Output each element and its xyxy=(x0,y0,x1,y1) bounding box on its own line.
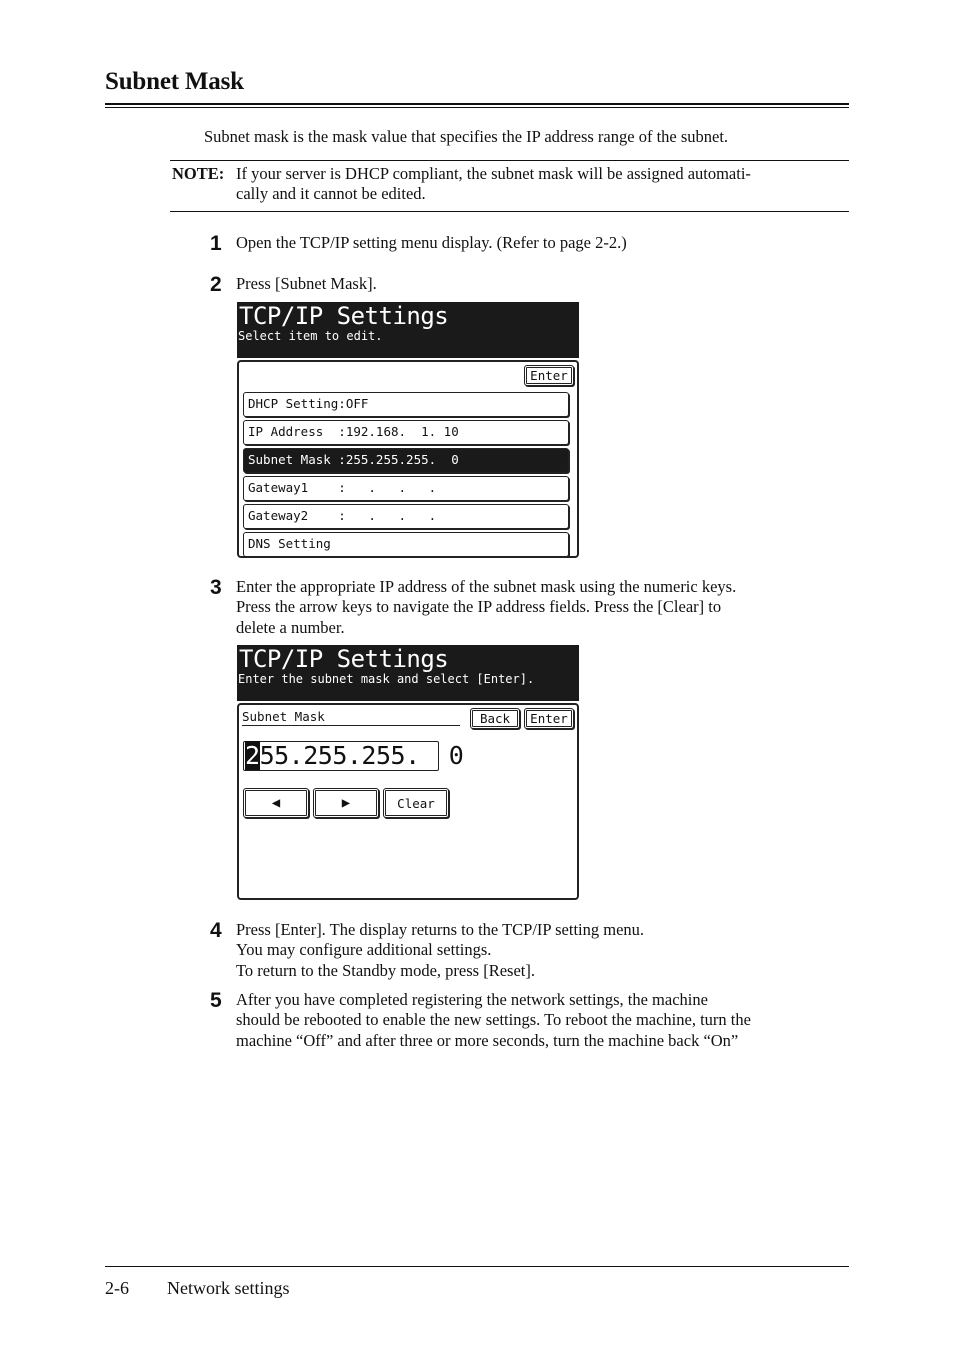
step-text xyxy=(236,990,846,1051)
step-line: Press the arrow keys to navigate the IP address fields. Press the [Clear] to xyxy=(236,597,722,617)
menu-item-subnet-mask[interactable]: Subnet Mask :255.255.255. 0 xyxy=(243,448,569,473)
section-title: Subnet Mask xyxy=(105,68,244,95)
screen-title: TCP/IP Settings xyxy=(239,645,449,673)
step-text xyxy=(236,274,846,294)
tcpip-menu-screen xyxy=(237,302,579,558)
step-number: 2 xyxy=(210,273,222,296)
step-text xyxy=(236,233,846,253)
note-rule-top xyxy=(170,160,849,161)
step-line: should be rebooted to enable the new settings. To reboot the machine, turn the xyxy=(236,1010,751,1030)
input-value: 55.255.255. 0 xyxy=(259,741,464,770)
footer-section-name: Network settings xyxy=(167,1278,290,1298)
step-line: Open the TCP/IP setting menu display. (Refer to page 2-2.) xyxy=(236,233,627,252)
screen-header xyxy=(237,302,579,358)
enter-button[interactable]: Enter xyxy=(524,365,574,386)
step-line: delete a number. xyxy=(236,617,345,637)
step-number: 3 xyxy=(210,576,222,599)
screen-subtitle: Select item to edit. xyxy=(238,329,383,343)
note-line: If your server is DHCP compliant, the subnet mask will be assigned automati- xyxy=(236,164,751,183)
step-line: Press [Enter]. The display returns to the TCP/IP setting menu. xyxy=(236,920,645,939)
title-rule-thick xyxy=(105,103,849,105)
menu-item-gateway1[interactable]: Gateway1 : . . . xyxy=(243,476,569,501)
clear-button[interactable]: Clear xyxy=(383,788,449,818)
footer-rule xyxy=(105,1266,849,1267)
back-button[interactable]: Back xyxy=(470,708,520,729)
step-line: machine “Off” and after three or more seconds, turn the machine back “On” xyxy=(236,1030,739,1050)
page-number: 2-6 xyxy=(105,1278,129,1298)
screen-body xyxy=(237,360,579,558)
left-arrow-button[interactable]: ◀ xyxy=(243,788,309,818)
screen-body xyxy=(237,703,579,900)
step-line: Press [Subnet Mask]. xyxy=(236,274,377,293)
note-text xyxy=(236,164,846,204)
screen-header xyxy=(237,645,579,701)
menu-item-dns-setting[interactable]: DNS Setting xyxy=(243,532,569,557)
title-rule-thin xyxy=(105,107,849,108)
input-cursor: 2 xyxy=(245,741,260,770)
note-line: cally and it cannot be edited. xyxy=(236,184,426,203)
subnet-mask-input[interactable] xyxy=(243,741,464,771)
step-line: You may configure additional settings. xyxy=(236,940,492,960)
menu-item-ip-address[interactable]: IP Address :192.168. 1. 10 xyxy=(243,420,569,445)
step-number: 1 xyxy=(210,232,222,255)
step-line: After you have completed registering the network settings, the machine xyxy=(236,990,708,1009)
screen-title: TCP/IP Settings xyxy=(239,302,449,330)
screen-subtitle: Enter the subnet mask and select [Enter]. xyxy=(238,672,535,686)
enter-button[interactable]: Enter xyxy=(524,708,574,729)
menu-item-dhcp-setting[interactable]: DHCP Setting:OFF xyxy=(243,392,569,417)
step-number: 5 xyxy=(210,989,222,1012)
step-line: Enter the appropriate IP address of the subnet mask using the numeric keys. xyxy=(236,577,737,596)
note-rule-bottom xyxy=(170,211,849,212)
step-text xyxy=(236,920,846,981)
intro-text: Subnet mask is the mask value that specifies the IP address range of the subnet. xyxy=(204,127,729,146)
step-text xyxy=(236,577,846,638)
menu-item-gateway2[interactable]: Gateway2 : . . . xyxy=(243,504,569,529)
subnet-mask-field-label: Subnet Mask xyxy=(242,709,460,726)
step-line: To return to the Standby mode, press [Reset]. xyxy=(236,960,535,980)
note-label: NOTE: xyxy=(172,164,225,183)
right-arrow-button[interactable]: ▶ xyxy=(313,788,379,818)
subnet-mask-entry-screen xyxy=(237,645,579,900)
step-number: 4 xyxy=(210,919,222,942)
